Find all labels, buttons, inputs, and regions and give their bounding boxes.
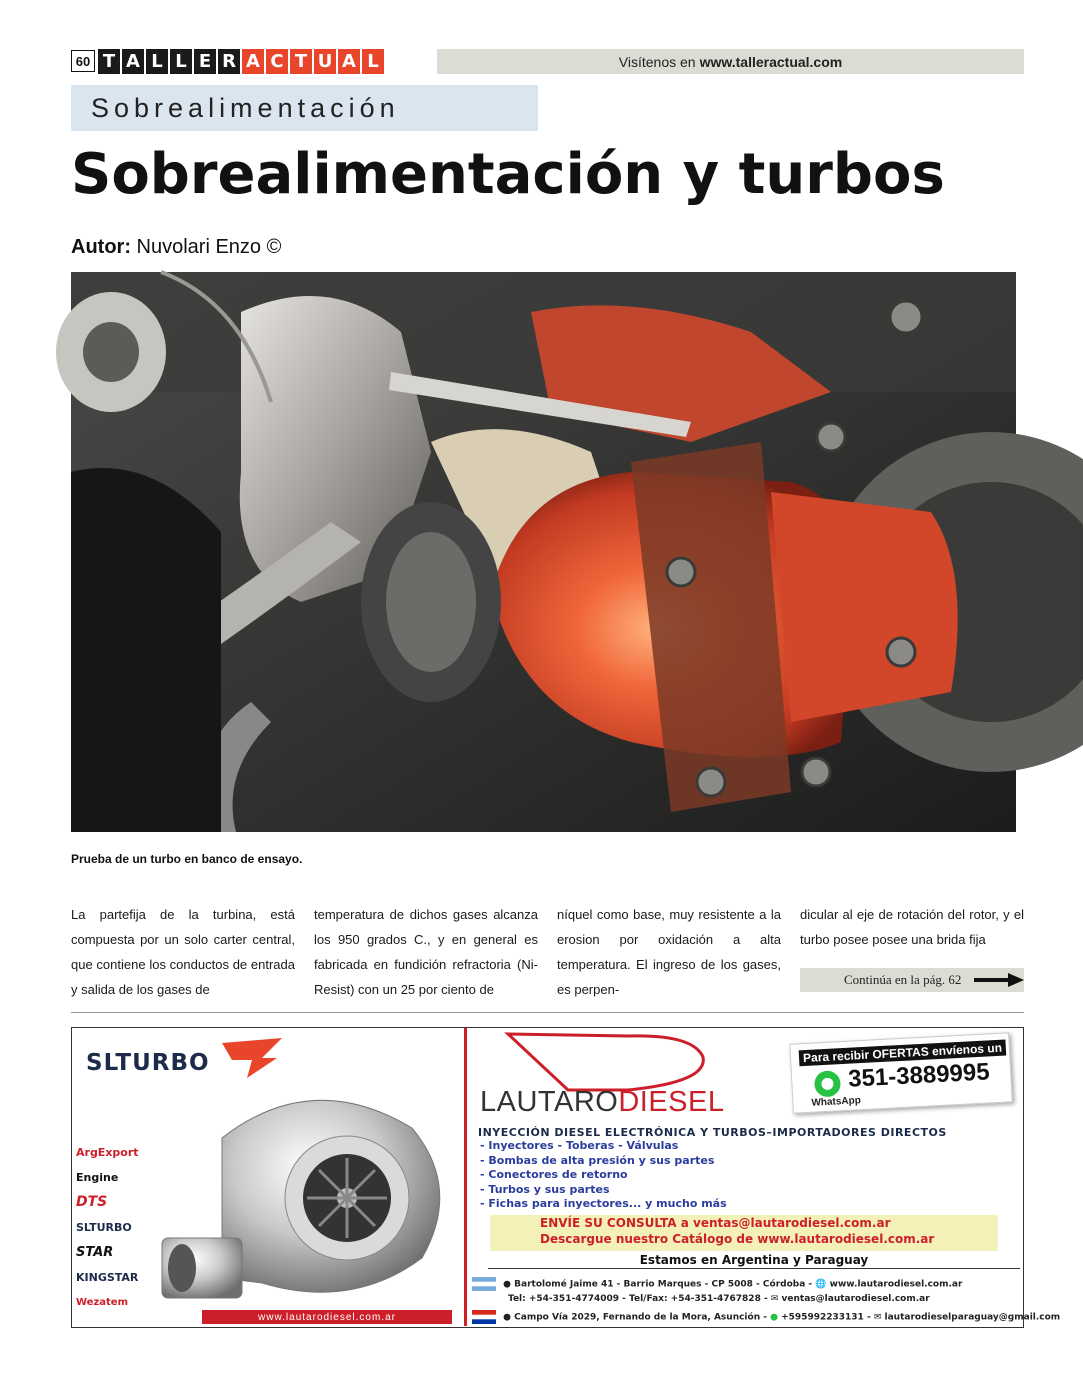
body-column-2: temperatura de dichos gases alcanza los 950 grados C., y en general es fabricada en fundición refractoria (Ni-Resist) con un 25 por ciento de xyxy=(314,907,538,997)
product-item: - Turbos y sus partes xyxy=(480,1182,610,1196)
ad-right-panel xyxy=(468,1028,1061,1326)
whatsapp-label: WhatsApp xyxy=(811,1095,862,1109)
brand-dts: DTS xyxy=(76,1194,108,1210)
whatsapp-icon xyxy=(814,1070,841,1097)
page-header xyxy=(71,49,1024,74)
body-column-1: La partefija de la turbina, está compuesta por un solo carter central, que contiene los conductos de entrada y salida de los gases de xyxy=(71,907,295,997)
logo-letter: T xyxy=(290,49,312,74)
visit-bar xyxy=(437,49,1024,74)
ad-left-panel xyxy=(72,1028,462,1326)
brand-slturbo: SLTURBO xyxy=(76,1220,132,1234)
section-tag: Sobrealimentación xyxy=(71,85,538,131)
logo-letter: C xyxy=(266,49,288,74)
whatsapp-card[interactable] xyxy=(789,1032,1012,1113)
logo-letter: L xyxy=(362,49,384,74)
whatsapp-number: 351-3889995 xyxy=(847,1058,991,1093)
brand-wezatem: Wezatem xyxy=(76,1296,129,1308)
mail-ar-link[interactable]: ventas@lautarodiesel.com.ar xyxy=(781,1294,930,1304)
address-ar-text: Bartolomé Jaime 41 - Barrio Marques - CP 5008 - Córdoba - xyxy=(514,1279,813,1290)
logo-part-1: LAUTARO xyxy=(480,1086,619,1118)
logo-letter: R xyxy=(218,49,240,74)
logo-letter: U xyxy=(314,49,336,74)
arrow-right-icon xyxy=(974,972,1024,988)
author-name: Nuvolari Enzo © xyxy=(136,236,282,258)
mail-py-link[interactable]: lautarodieselparaguay@gmail.com xyxy=(884,1312,1061,1323)
visit-prefix: Visítenos en xyxy=(618,53,696,70)
product-item: - Inyectores - Toberas - Válvulas xyxy=(480,1139,679,1152)
brand-argexport: ArgExport xyxy=(76,1145,139,1159)
author-label: Autor: xyxy=(71,236,131,258)
locations-heading: Estamos en Argentina y Paraguay xyxy=(488,1253,1020,1269)
product-list xyxy=(480,1139,727,1212)
whatsapp-offer-text: Para recibir OFERTAS envíenos un xyxy=(799,1039,1007,1066)
article-title: Sobrealimentación y turbos xyxy=(71,142,945,207)
logo-letter: A xyxy=(338,49,360,74)
slturbo-wing-icon xyxy=(222,1038,282,1078)
pin-icon: ● xyxy=(503,1279,511,1290)
phone-ar-text: Tel: +54-351-4774009 - Tel/Fax: +54-351-4767828 - xyxy=(508,1294,768,1304)
slturbo-logo: SLTURBO xyxy=(86,1050,210,1076)
logo-letter: E xyxy=(194,49,216,74)
turbo-photo xyxy=(71,272,1016,832)
paraguay-flag-icon xyxy=(472,1310,496,1324)
ad-divider xyxy=(464,1028,467,1326)
consult-email-line[interactable]: ENVÍE SU CONSULTA a ventas@lautarodiesel.com.ar xyxy=(540,1216,891,1230)
page-number: 60 xyxy=(71,50,95,72)
logo-letter: A xyxy=(122,49,144,74)
lautarodiesel-emblem-icon xyxy=(508,1032,718,1092)
lautarodiesel-logo xyxy=(480,1086,725,1119)
mail-icon: ✉ xyxy=(770,1294,779,1304)
product-item: - Conectores de retorno xyxy=(480,1168,628,1181)
address-argentina xyxy=(472,1277,962,1291)
logo-letter: L xyxy=(170,49,192,74)
phone-argentina xyxy=(508,1294,930,1304)
consult-box xyxy=(490,1215,998,1251)
globe-icon: 🌐 xyxy=(815,1279,827,1290)
logo-part-2: DIESEL xyxy=(618,1086,725,1118)
magazine-logo xyxy=(98,49,384,74)
turbo-photo-illustration xyxy=(71,272,1016,832)
address-paraguay xyxy=(472,1310,1060,1324)
argentina-flag-icon xyxy=(472,1277,496,1291)
whatsapp-small-icon: ● xyxy=(770,1312,778,1323)
continue-text: Continúa en la pág. 62 xyxy=(844,972,962,987)
brand-engine: Engine xyxy=(76,1170,119,1184)
web-ar-link[interactable]: www.lautarodiesel.com.ar xyxy=(829,1279,963,1290)
logo-letter: T xyxy=(98,49,120,74)
photo-caption: Prueba de un turbo en banco de ensayo. xyxy=(71,852,303,866)
brand-star: STAR xyxy=(76,1244,114,1260)
address-py-text: Campo Vía 2029, Fernando de la Mora, Asunción - xyxy=(514,1312,767,1323)
divider xyxy=(71,1012,1024,1013)
continue-link[interactable] xyxy=(800,968,1024,992)
mail-icon: ✉ xyxy=(873,1312,882,1323)
product-item: - Fichas para inyectores... y mucho más xyxy=(480,1197,727,1210)
website-banner[interactable]: www.lautarodiesel.com.ar xyxy=(202,1310,452,1324)
brand-kingstar: KINGSTAR xyxy=(76,1270,139,1284)
product-item: - Bombas de alta presión y sus partes xyxy=(480,1153,715,1167)
body-column-3: níquel como base, muy resistente a la erosion por oxidación a alta temperatura. El ingreso de los gases, es perpen- xyxy=(557,907,781,997)
phone-py-text: +595992233131 - xyxy=(781,1312,871,1323)
brand-list xyxy=(76,1140,152,1315)
ad-headline: INYECCIÓN DIESEL ELECTRÓNICA Y TURBOS–IMPORTADORES DIRECTOS xyxy=(478,1126,947,1139)
advertisement[interactable] xyxy=(71,1027,1061,1328)
consult-catalog-line[interactable]: Descargue nuestro Catálogo de www.lautarodiesel.com.ar xyxy=(540,1232,935,1246)
author-line xyxy=(71,236,281,259)
turbocharger-image xyxy=(162,1078,462,1310)
pin-icon: ● xyxy=(503,1312,511,1323)
visit-url-link[interactable]: www.talleractual.com xyxy=(699,53,843,70)
logo-letter: L xyxy=(146,49,168,74)
logo-letter: A xyxy=(242,49,264,74)
body-column-4: dicular al eje de rotación del rotor, y el turbo posee posee una brida fija xyxy=(800,907,1024,947)
